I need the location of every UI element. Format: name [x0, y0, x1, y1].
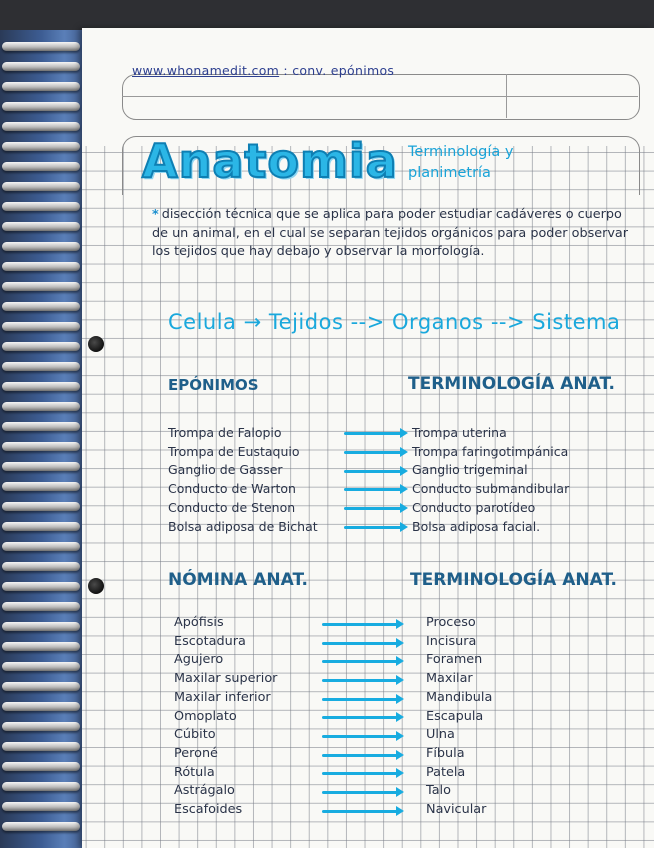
arrow-icon: [344, 432, 402, 435]
flow-item-celula: Celula: [168, 310, 237, 334]
arrow-icon: [344, 451, 402, 454]
new-term-list: [426, 614, 492, 820]
spiral-coil: [2, 322, 80, 331]
nomina-item: Cúbito: [174, 727, 216, 743]
header-divider: [122, 96, 638, 97]
arrow-icon: [344, 488, 402, 491]
nomina-item: Rótula: [174, 764, 215, 780]
term-item: Conducto submandibular: [412, 481, 570, 497]
terminology-list: [412, 424, 569, 536]
spiral-coil: [2, 702, 80, 711]
new-term-item: Foramen: [426, 652, 483, 668]
spiral-coil: [2, 522, 80, 531]
arrow-icon: [322, 754, 398, 757]
term-item: Trompa uterina: [412, 425, 507, 440]
spiral-coil: [2, 182, 80, 191]
spiral-coil: [2, 822, 80, 831]
arrow-icon: [322, 698, 398, 701]
spiral-coil: [2, 642, 80, 651]
new-term-item: Proceso: [426, 615, 476, 630]
spiral-coil: [2, 42, 80, 51]
spiral-coil: [2, 582, 80, 591]
spiral-coil: [2, 262, 80, 271]
new-term-item: Navicular: [426, 802, 487, 818]
eponym-item: Bolsa adiposa de Bichat: [168, 518, 318, 534]
spiral-coil: [2, 402, 80, 411]
eponym-item: Conducto de Warton: [168, 481, 296, 497]
flow-arrow: →: [243, 310, 262, 334]
arrow-icon: [322, 791, 398, 794]
arrow-icon: [322, 623, 398, 626]
nomina-item: Maxilar inferior: [174, 689, 271, 705]
eponym-item: Conducto de Stenon: [168, 499, 296, 515]
nomina-item: Agujero: [174, 652, 224, 668]
spiral-coil: [2, 722, 80, 731]
spiral-coil: [2, 662, 80, 671]
nomina-item: Astrágalo: [174, 783, 235, 799]
terminology-heading-2: TERMINOLOGÍA ANAT.: [410, 570, 617, 590]
nomina-item: Escotadura: [174, 633, 246, 649]
nomina-list: [174, 614, 277, 820]
spiral-coil: [2, 562, 80, 571]
new-term-item: Ulna: [426, 727, 455, 743]
spiral-coil: [2, 802, 80, 811]
flow-item-sistema: Sistema: [532, 310, 621, 334]
nomina-item: Omoplato: [174, 708, 237, 724]
arrow-icon: [344, 526, 402, 529]
spiral-coil: [2, 682, 80, 691]
spiral-coil: [2, 222, 80, 231]
spiral-coil: [2, 62, 80, 71]
spiral-coil: [2, 382, 80, 391]
arrow-icon: [322, 810, 398, 813]
spiral-coil: [2, 622, 80, 631]
spiral-coil: [2, 602, 80, 611]
new-term-item: Patela: [426, 764, 466, 780]
website-suffix: : conv. epónimos: [283, 63, 395, 78]
reference-url: [132, 63, 394, 78]
definition-text: disección técnica que se aplica para poder estudiar cadáveres o cuerpo de un animal, en el cual se separan tejidos orgánicos para poder observar los tejidos que hay debajo y observar la morfología.: [152, 207, 629, 260]
spiral-coil: [2, 242, 80, 251]
arrow-icon: [344, 507, 402, 510]
spiral-coil: [2, 282, 80, 291]
eponym-item: Trompa de Eustaquio: [168, 443, 300, 459]
spiral-coil: [2, 762, 80, 771]
spiral-coil: [2, 362, 80, 371]
spiral-binding: [0, 30, 92, 848]
page-title: Anatomia: [142, 134, 398, 188]
hierarchy-flow: [168, 310, 620, 334]
nomina-heading: NÓMINA ANAT.: [168, 570, 308, 590]
spiral-coil: [2, 302, 80, 311]
spiral-coil: [2, 542, 80, 551]
spiral-coil: [2, 442, 80, 451]
flow-arrow: -->: [350, 310, 385, 334]
arrow-icon: [322, 679, 398, 682]
spiral-coil: [2, 502, 80, 511]
bullet-star: *: [152, 207, 159, 222]
new-term-item: Incisura: [426, 633, 477, 649]
arrow-icon: [322, 660, 398, 663]
nomina-item: Peroné: [174, 745, 218, 761]
header-box: [122, 74, 640, 120]
new-term-item: Escapula: [426, 708, 484, 724]
arrow-icon: [322, 716, 398, 719]
new-term-item: Fíbula: [426, 745, 465, 761]
definition-paragraph: [152, 206, 630, 262]
spiral-coil: [2, 782, 80, 791]
new-term-item: Mandibula: [426, 689, 493, 705]
spiral-coil: [2, 142, 80, 151]
spiral-coil: [2, 342, 80, 351]
spiral-coil: [2, 102, 80, 111]
new-term-item: Talo: [426, 783, 451, 799]
eponym-item: Ganglio de Gasser: [168, 462, 283, 478]
eponyms-heading: EPÓNIMOS: [168, 376, 259, 394]
new-term-item: Maxilar: [426, 671, 473, 687]
spiral-coil: [2, 162, 80, 171]
flow-arrow: -->: [490, 310, 526, 334]
terminology-heading: TERMINOLOGÍA ANAT.: [408, 374, 615, 394]
spiral-coil: [2, 742, 80, 751]
eponym-list: [168, 424, 318, 536]
arrow-icon: [322, 642, 398, 645]
spiral-coil: [2, 82, 80, 91]
nomina-item: Maxilar superior: [174, 671, 278, 687]
spiral-coil: [2, 462, 80, 471]
punch-hole: [88, 578, 104, 594]
page-subtitle: Terminología y planimetría: [408, 144, 514, 181]
spiral-coil: [2, 122, 80, 131]
spiral-coil: [2, 482, 80, 491]
arrow-icon: [322, 735, 398, 738]
term-item: Ganglio trigeminal: [412, 462, 528, 478]
flow-item-organos: Organos: [392, 310, 484, 334]
eponym-item: Trompa de Falopio: [168, 425, 282, 440]
punch-hole: [88, 336, 104, 352]
arrow-icon: [322, 772, 398, 775]
term-item: Conducto parotídeo: [412, 499, 536, 515]
nomina-item: Apófisis: [174, 615, 224, 630]
header-divider: [506, 74, 507, 118]
flow-item-tejidos: Tejidos: [268, 310, 344, 334]
spiral-coil: [2, 202, 80, 211]
arrow-icon: [344, 470, 402, 473]
nomina-item: Escafoides: [174, 802, 243, 818]
term-item: Trompa faringotimpánica: [412, 443, 569, 459]
spiral-coil: [2, 422, 80, 431]
website-link[interactable]: www.whonamedit.com: [132, 63, 280, 78]
term-item: Bolsa adiposa facial.: [412, 518, 541, 534]
